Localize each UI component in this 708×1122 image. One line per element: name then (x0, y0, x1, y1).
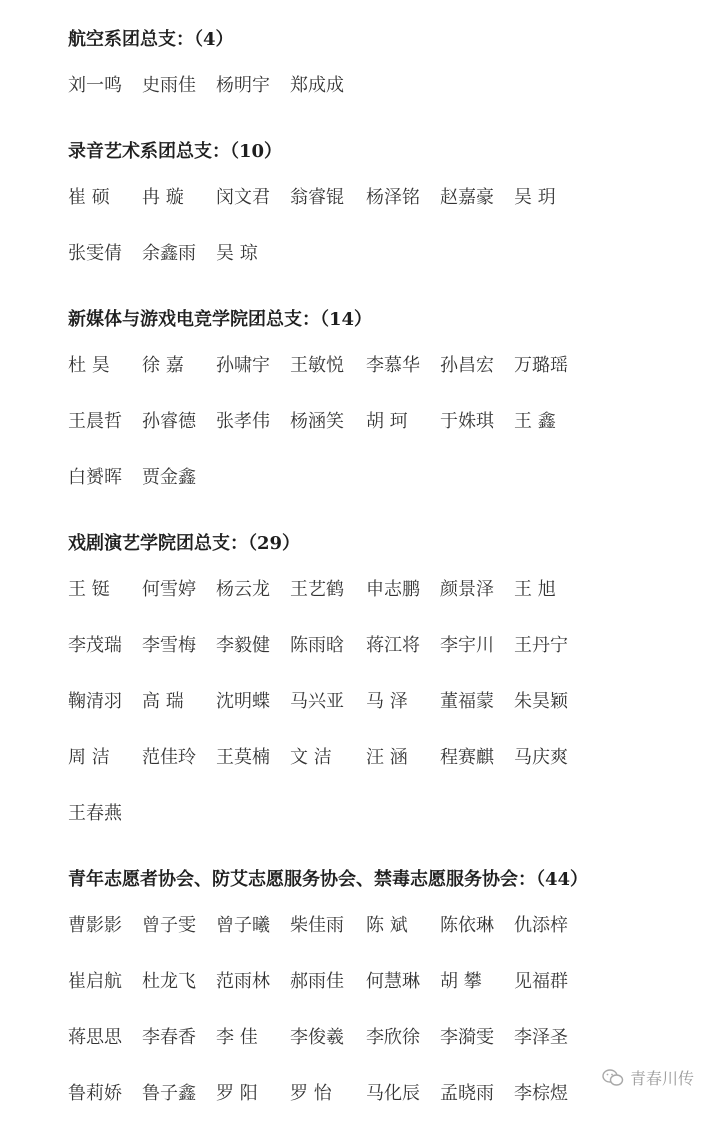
wechat-icon (602, 1068, 624, 1088)
member-name: 李茂瑞 (68, 635, 122, 656)
member-name: 鲁子鑫 (142, 1083, 196, 1104)
name-row (68, 954, 688, 1010)
member-name: 张孝伟 (216, 411, 270, 432)
member-name: 王 鑫 (514, 411, 556, 432)
watermark-text: 青春川传 (629, 1069, 694, 1088)
member-name: 蒋江将 (366, 635, 420, 656)
member-name: 李俊羲 (290, 1027, 344, 1048)
member-name: 程赛麒 (440, 747, 494, 768)
member-name: 曹影影 (68, 915, 122, 936)
member-name: 万璐瑶 (514, 355, 568, 376)
member-name: 郑成成 (290, 75, 344, 96)
member-name: 李漪雯 (440, 1027, 494, 1048)
name-row (68, 170, 688, 226)
group-section (68, 862, 688, 1122)
member-name: 徐 嘉 (142, 355, 184, 376)
member-name: 马 泽 (366, 691, 408, 712)
name-row (68, 674, 688, 730)
group-heading: 新媒体与游戏电竞学院团总支：（14） (68, 309, 373, 330)
member-name: 马兴亚 (290, 691, 344, 712)
member-name: 刘一鸣 (68, 75, 122, 96)
member-name: 马庆爽 (514, 747, 568, 768)
member-name: 王敏悦 (290, 355, 344, 376)
name-row (68, 618, 688, 674)
name-row (68, 450, 688, 506)
member-name: 杨明宇 (216, 75, 270, 96)
member-name: 王晨哲 (68, 411, 122, 432)
member-name: 王莫楠 (216, 747, 270, 768)
member-name: 胡 攀 (440, 971, 482, 992)
member-name: 柴佳雨 (290, 915, 344, 936)
member-name: 闵文君 (216, 187, 270, 208)
group-section (68, 134, 688, 282)
member-name: 曾子雯 (142, 915, 196, 936)
member-name: 杨涵笑 (290, 411, 344, 432)
member-name: 仇添梓 (514, 915, 568, 936)
member-name: 何慧琳 (366, 971, 420, 992)
member-name: 杨云龙 (216, 579, 270, 600)
name-row (68, 58, 688, 114)
watermark (602, 1066, 694, 1089)
member-name: 李雪梅 (142, 635, 196, 656)
member-name: 杜 昊 (68, 355, 110, 376)
member-name: 史雨佳 (142, 75, 196, 96)
member-name: 郝雨佳 (290, 971, 344, 992)
member-name: 陈雨晗 (290, 635, 344, 656)
member-name: 陈依琳 (440, 915, 494, 936)
member-name: 朱昊颖 (514, 691, 568, 712)
member-name: 王 铤 (68, 579, 110, 600)
member-name: 何雪婷 (142, 579, 196, 600)
member-name: 罗 怡 (290, 1083, 332, 1104)
name-row (68, 226, 688, 282)
member-name: 贾金鑫 (142, 467, 196, 488)
member-name: 崔启航 (68, 971, 122, 992)
member-name: 翁睿锟 (290, 187, 344, 208)
name-row (68, 1010, 688, 1066)
member-name: 王 旭 (514, 579, 556, 600)
name-row (68, 338, 688, 394)
group-heading: 航空系团总支：（4） (68, 29, 234, 50)
group-section (68, 22, 688, 114)
member-name: 余鑫雨 (142, 243, 196, 264)
name-row (68, 730, 688, 786)
member-name: 王春燕 (68, 803, 122, 824)
member-name: 王丹宁 (514, 635, 568, 656)
group-heading: 戏剧演艺学院团总支：（29） (68, 533, 301, 554)
member-name: 马化辰 (366, 1083, 420, 1104)
member-name: 鞠清羽 (68, 691, 122, 712)
member-name: 鲁莉娇 (68, 1083, 122, 1104)
member-name: 于姝琪 (440, 411, 494, 432)
name-row (68, 1066, 688, 1122)
member-name: 冉 璇 (142, 187, 184, 208)
member-name: 胡 珂 (366, 411, 408, 432)
member-name: 陈 斌 (366, 915, 408, 936)
member-name: 文 洁 (290, 747, 332, 768)
member-name: 王艺鹤 (290, 579, 344, 600)
group-heading: 青年志愿者协会、防艾志愿服务协会、禁毒志愿服务协会：（44） (68, 869, 589, 890)
member-name: 孟晓雨 (440, 1083, 494, 1104)
member-name: 李毅健 (216, 635, 270, 656)
member-name: 颜景泽 (440, 579, 494, 600)
name-row (68, 786, 688, 842)
member-name: 见福群 (514, 971, 568, 992)
member-name: 李慕华 (366, 355, 420, 376)
document-body (68, 0, 688, 1122)
group-section (68, 302, 688, 506)
member-name: 范佳玲 (142, 747, 196, 768)
name-row (68, 898, 688, 954)
member-name: 杨泽铭 (366, 187, 420, 208)
member-name: 蒋思思 (68, 1027, 122, 1048)
name-row (68, 394, 688, 450)
member-name: 董福蒙 (440, 691, 494, 712)
member-name: 李 佳 (216, 1027, 258, 1048)
member-name: 赵嘉豪 (440, 187, 494, 208)
member-name: 吴 玥 (514, 187, 556, 208)
member-name: 李欣徐 (366, 1027, 420, 1048)
member-name: 张雯倩 (68, 243, 122, 264)
member-name: 高 瑞 (142, 691, 184, 712)
member-name: 李宇川 (440, 635, 494, 656)
member-name: 李泽圣 (514, 1027, 568, 1048)
member-name: 吴 琼 (216, 243, 258, 264)
member-name: 杜龙飞 (142, 971, 196, 992)
member-name: 白赟晖 (68, 467, 122, 488)
member-name: 范雨林 (216, 971, 270, 992)
group-section (68, 526, 688, 842)
member-name: 周 洁 (68, 747, 110, 768)
member-name: 李春香 (142, 1027, 196, 1048)
member-name: 崔 硕 (68, 187, 110, 208)
member-name: 李棕煜 (514, 1083, 568, 1104)
name-row (68, 562, 688, 618)
member-name: 孙睿德 (142, 411, 196, 432)
group-heading: 录音艺术系团总支：（10） (68, 141, 283, 162)
member-name: 沈明蝶 (216, 691, 270, 712)
member-name: 孙昌宏 (440, 355, 494, 376)
member-name: 曾子曦 (216, 915, 270, 936)
member-name: 申志鹏 (366, 579, 420, 600)
member-name: 汪 涵 (366, 747, 408, 768)
member-name: 孙啸宇 (216, 355, 270, 376)
member-name: 罗 阳 (216, 1083, 258, 1104)
